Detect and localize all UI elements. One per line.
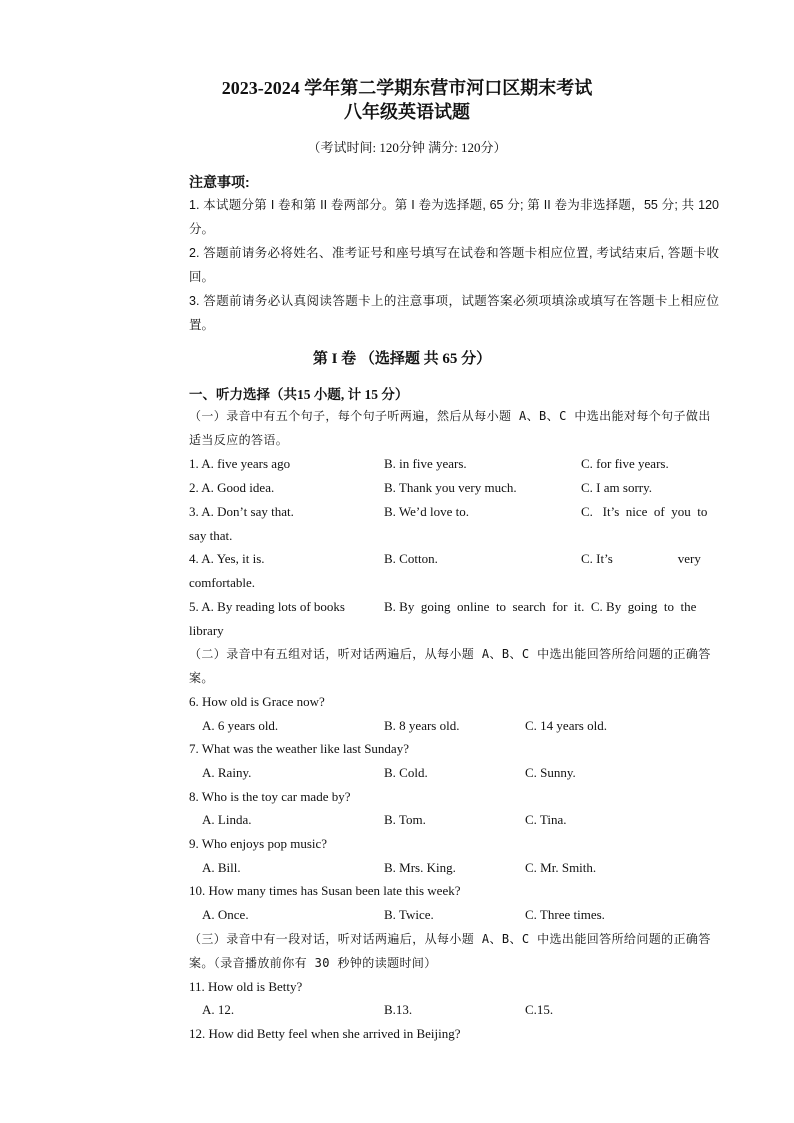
q10-option-c: C. Three times. [525, 907, 605, 922]
q3-option-c: C. It’s nice of you to [581, 504, 708, 519]
q4-option-c: C. It’s very [581, 551, 701, 566]
sub1-instruction: （一）录音中有五个句子，每个句子听两遍，然后从每小题 A、B、C 中选出能对每个句子做出适当反应的答语。 [189, 409, 711, 447]
q8-option-a: A. Linda. [202, 812, 252, 827]
q5-option-bc: B. By going online to search for it. C. By going to the [384, 599, 697, 614]
q5-option-a: 5. A. By reading lots of books [189, 599, 345, 614]
q4-option-a: 4. A. Yes, it is. [189, 551, 265, 566]
q4-option-b: B. Cotton. [384, 551, 438, 566]
question-row-3 [189, 500, 719, 524]
q3-option-b: B. We’d love to. [384, 504, 470, 519]
q7-option-b: B. Cold. [384, 765, 428, 780]
q7-options [189, 761, 719, 785]
question-8: 8. Who is the toy car made by? [189, 789, 351, 804]
notice-item-3: 3. 答题前请务必认真阅读答题卡上的注意事项，试题答案必须项填涂或填写在答题卡上相应位置。 [189, 294, 719, 332]
q2-option-c: C. I am sorry. [581, 480, 653, 495]
q8-option-b: B. Tom. [384, 812, 426, 827]
notice-item-2: 2. 答题前请务必将姓名、准考证号和座号填写在试卷和答题卡相应位置, 考试结束后, 答题卡收回。 [189, 246, 719, 284]
question-9: 9. Who enjoys pop music? [189, 836, 328, 851]
q11-option-c: C.15. [525, 1002, 554, 1017]
q9-option-c: C. Mr. Smith. [525, 860, 597, 875]
q7-option-a: A. Rainy. [202, 765, 252, 780]
q11-options [189, 998, 719, 1022]
q9-options [189, 856, 719, 880]
sub2-instruction: （二）录音中有五组对话，听对话两遍后，从每小题 A、B、C 中选出能回答所给问题的正确答案。 [189, 647, 711, 685]
exam-subject-title: 八年级英语试题 [344, 102, 470, 122]
q7-option-c: C. Sunny. [525, 765, 576, 780]
q11-option-b: B.13. [384, 1002, 413, 1017]
q10-option-b: B. Twice. [384, 907, 434, 922]
q4-option-c-continued: comfortable. [189, 575, 256, 590]
notice-item-1: 1. 本试题分第 I 卷和第 II 卷两部分。第 I 卷为选择题, 65 分; 第 II 卷为非选择题，55 分; 共 120 分。 [189, 198, 719, 236]
q10-option-a: A. Once. [202, 907, 249, 922]
q6-options [189, 714, 719, 738]
q6-option-b: B. 8 years old. [384, 718, 460, 733]
q1-option-a: 1. A. five years ago [189, 456, 291, 471]
exam-time-info: （考试时间: 120分钟 满分: 120分） [307, 140, 507, 155]
q1-option-b: B. in five years. [384, 456, 467, 471]
q2-option-b: B. Thank you very much. [384, 480, 517, 495]
q2-option-a: 2. A. Good idea. [189, 480, 275, 495]
question-11: 11. How old is Betty? [189, 979, 303, 994]
question-10: 10. How many times has Susan been late this week? [189, 883, 461, 898]
q8-options [189, 808, 719, 832]
q3-option-a: 3. A. Don’t say that. [189, 504, 294, 519]
question-7: 7. What was the weather like last Sunday? [189, 741, 409, 756]
sub3-instruction: （三）录音中有一段对话，听对话两遍后，从每小题 A、B、C 中选出能回答所给问题的正确答案。（录音播放前你有 30 秒钟的读题时间） [189, 932, 711, 970]
q1-option-c: C. for five years. [581, 456, 669, 471]
exam-title: 2023-2024 学年第二学期东营市河口区期末考试 [221, 78, 593, 98]
section-title: 第 I 卷 （选择题 共 65 分） [312, 351, 492, 367]
q9-option-a: A. Bill. [202, 860, 241, 875]
notice-heading: 注意事项: [189, 174, 250, 190]
q9-option-b: B. Mrs. King. [384, 860, 456, 875]
q6-option-c: C. 14 years old. [525, 718, 607, 733]
question-row-4 [189, 547, 719, 571]
q5-option-c-continued: library [189, 623, 224, 638]
question-12: 12. How did Betty feel when she arrived in Beijing? [189, 1026, 461, 1041]
q6-option-a: A. 6 years old. [202, 718, 279, 733]
q11-option-a: A. 12. [202, 1002, 235, 1017]
question-row-2 [189, 476, 719, 500]
q3-option-c-continued: say that. [189, 528, 233, 543]
question-row-1 [189, 452, 719, 476]
q8-option-c: C. Tina. [525, 812, 567, 827]
question-row-5 [189, 595, 719, 619]
part1-heading: 一、听力选择（共15 小题, 计 15 分） [189, 387, 409, 402]
q10-options [189, 903, 719, 927]
question-6: 6. How old is Grace now? [189, 694, 325, 709]
